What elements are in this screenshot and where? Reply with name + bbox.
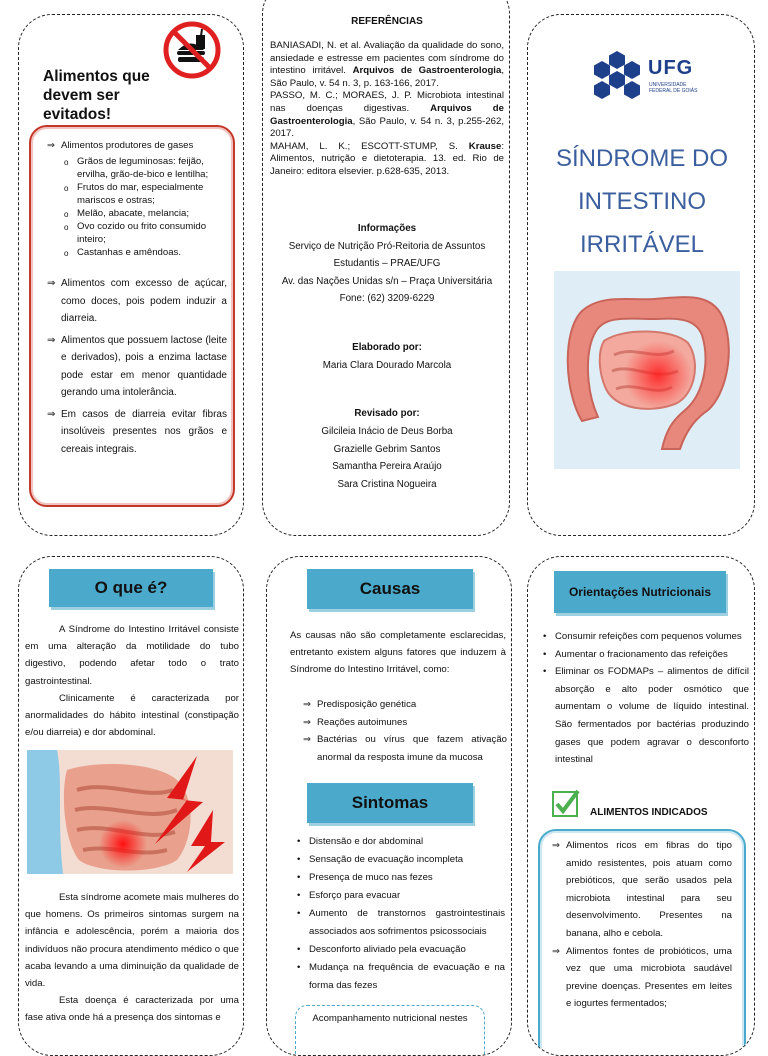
- symptoms-list: [309, 833, 505, 995]
- what-is-text-2: [25, 889, 239, 1027]
- paragraph: Clinicamente é caracterizada por anormalidades do hábito intestinal (constipação e/ou diarreia) e dor abdominal.: [25, 692, 239, 739]
- list-item: • Presença de muco nas fezes: [309, 869, 505, 887]
- cover-title: [528, 137, 755, 266]
- info-line: Av. das Nações Unidas s/n – Praça Universitária: [281, 275, 493, 287]
- tab-nutrition: Orientações Nutricionais: [554, 571, 726, 613]
- panel-references: [262, 0, 510, 536]
- list-item: • Consumir refeições com pequenos volumes: [555, 628, 749, 646]
- ufg-logo-sub2: FEDERAL DE GOIÁS: [649, 88, 698, 94]
- list-item: o Castanhas e amêndoas.: [77, 246, 227, 259]
- avoid-box: [29, 125, 235, 507]
- info-line: Estudantis – PRAE/UFG: [333, 258, 441, 270]
- references-heading: REFERÊNCIAS: [351, 16, 423, 27]
- info-section: [263, 220, 510, 308]
- reviewer-name: Gilcileia Inácio de Deus Borba: [321, 425, 453, 437]
- info-line: Fone: (62) 3209-6229: [339, 293, 435, 305]
- ufg-hexagons-icon: [590, 49, 644, 103]
- list-item: o Ovo cozido ou frito consumido inteiro;: [77, 220, 227, 246]
- panel-causes-symptoms: [266, 556, 512, 1056]
- cover-title-line: SÍNDROME DO: [555, 145, 728, 172]
- panel-what-is: [18, 556, 244, 1056]
- reference-2: PASSO, M. C.; MORAES, J. P. Microbiota intestinal nas doenças digestivas. Arquivos de Gastroenterologia, São Paulo, v. 54 n. 3, p.255-262, 2017.: [270, 90, 504, 140]
- indicated-box: [538, 829, 746, 1056]
- ufg-logo-sub1: UNIVERSIDADE: [649, 82, 687, 88]
- references-text: [270, 40, 504, 179]
- paragraph: Esta doença é caracterizada por uma fase ativa onde há a presença dos sintomas e: [25, 995, 239, 1024]
- panel-nutrition: [527, 556, 755, 1056]
- tab-causes: Causas: [307, 569, 473, 609]
- checkmark-icon: [552, 789, 580, 817]
- list-item: ⇒ Alimentos com excesso de açúcar, como doces, pois podem induzir a diarreia.: [61, 275, 227, 328]
- list-item: o Melão, abacate, melancia;: [77, 207, 227, 220]
- reviewer-name: Grazielle Gebrim Santos: [333, 443, 441, 455]
- list-item: ⇒ Predisposição genética: [317, 696, 507, 714]
- what-is-text: [25, 621, 239, 741]
- list-item: • Sensação de evacuação incompleta: [309, 851, 505, 869]
- list-item: ⇒ Bactérias ou vírus que fazem ativação anormal da resposta imune da mucosa: [317, 731, 507, 766]
- elaborated-title: Elaborado por:: [352, 342, 422, 353]
- reviewed-title: Revisado por:: [354, 408, 420, 419]
- nutrition-note: Acompanhamento nutricional nestes: [312, 1013, 468, 1024]
- list-item: ⇒ Reações autoimunes: [317, 714, 507, 732]
- elaborated-section: [263, 339, 510, 374]
- nutrition-list: [555, 628, 749, 769]
- list-item: o Frutos do mar, especialmente mariscos e ostras;: [77, 181, 227, 207]
- cover-title-line: INTESTINO: [577, 188, 706, 215]
- panel-cover: [527, 14, 755, 536]
- list-item: ⇒ Em casos de diarreia evitar fibras insolúveis presentes nos grãos e cereais integrais.: [61, 406, 227, 459]
- list-item: • Aumento de transtornos gastrointestinais associados aos sofrimentos psicossociais: [309, 905, 505, 941]
- list-item: • Eliminar os FODMAPs – alimentos de difícil absorção e alto poder osmótico que aumentam o volume de líquido intestinal. São fermentados por bactérias produzindo gases que podem agravar o desconforto intestinal: [555, 663, 749, 769]
- cover-title-line: IRRITÁVEL: [579, 231, 705, 258]
- panel-foods-to-avoid: [18, 14, 244, 536]
- tab-what-is: O que é?: [49, 569, 213, 607]
- elaborated-name: Maria Clara Dourado Marcola: [322, 359, 452, 371]
- avoid-list: [61, 275, 227, 458]
- list-item: • Mudança na frequência de evacuação e na forma das fezes: [309, 959, 505, 995]
- info-line: Serviço de Nutrição Pró-Reitoria de Assuntos: [288, 240, 486, 252]
- indicated-title: ALIMENTOS INDICADOS: [590, 807, 708, 818]
- reviewer-name: Samantha Pereira Araújo: [332, 461, 442, 473]
- reference-1: BANIASADI, N. et al. Avaliação da qualidade do sono, ansiedade e estresse em pacientes com síndrome do intestino irritável. Arquivos de Gastroenterologia, São Paulo, v. 54 n. 3, p. 163-166, 2017.: [270, 40, 504, 89]
- causes-list: [317, 696, 507, 766]
- avoid-title: Alimentos que devem ser evitados!: [43, 68, 150, 123]
- gas-foods-intro: ⇒ Alimentos produtores de gases: [61, 139, 229, 152]
- indicated-list: [566, 837, 732, 1013]
- list-item: • Desconforto aliviado pela evacuação: [309, 941, 505, 959]
- intestine-illustration: [554, 271, 740, 469]
- list-item: o Grãos de leguminosas: feijão, ervilha, grão-de-bico e lentilha;: [77, 155, 227, 181]
- reviewer-name: Sara Cristina Nogueira: [337, 479, 437, 491]
- list-item: • Aumentar o fracionamento das refeições: [555, 646, 749, 664]
- abdominal-pain-illustration: [27, 750, 233, 874]
- gas-foods-list: [77, 155, 227, 259]
- nutrition-note-box: [295, 1005, 485, 1056]
- tab-symptoms: Sintomas: [307, 783, 473, 823]
- list-item: ⇒ Alimentos que possuem lactose (leite e derivados), pois a enzima lactase pode estar em menor quantidade gerando uma intolerância.: [61, 332, 227, 402]
- list-item: ⇒ Alimentos fontes de probióticos, uma vez que uma microbiota saudável previne doenças. Presentes em leites e iogurtes fermentados;: [566, 943, 732, 1013]
- list-item: • Esforço para evacuar: [309, 887, 505, 905]
- causes-intro: As causas não são completamente esclarecidas, entretanto existem alguns fatores que induzem à Síndrome do Intestino Irritável, como:: [290, 630, 506, 676]
- list-item: ⇒ Alimentos ricos em fibras do tipo amido resistentes, pois atuam como prebióticos, que serão usados pela microbiota intestinal para seu desenvolvimento. Presentes na banana, alho e cebola.: [566, 837, 732, 943]
- list-item: • Distensão e dor abdominal: [309, 833, 505, 851]
- info-title: Informações: [357, 223, 417, 234]
- paragraph: Esta síndrome acomete mais mulheres do que homens. Os primeiros sintomas surgem na infância e adolescência, porém a maioria dos indivíduos não procura atendimento médico o que acaba levando a uma diminuição da qualidade de vida.: [25, 892, 239, 990]
- paragraph: A Síndrome do Intestino Irritável consiste em uma alteração da motilidade do tubo digestivo, podendo afetar todo o trato gastrointestinal.: [25, 624, 239, 687]
- ufg-logo-text: UFG: [648, 57, 694, 79]
- ufg-logo: [590, 49, 710, 105]
- reference-3: MAHAM, L. K.; ESCOTT-STUMP, S. Krause: Alimentos, nutrição e dietoterapia. 13. ed. Rio de Janeiro: editora elsevier. p.628-635, 2013.: [270, 140, 504, 177]
- reviewed-section: [263, 405, 510, 494]
